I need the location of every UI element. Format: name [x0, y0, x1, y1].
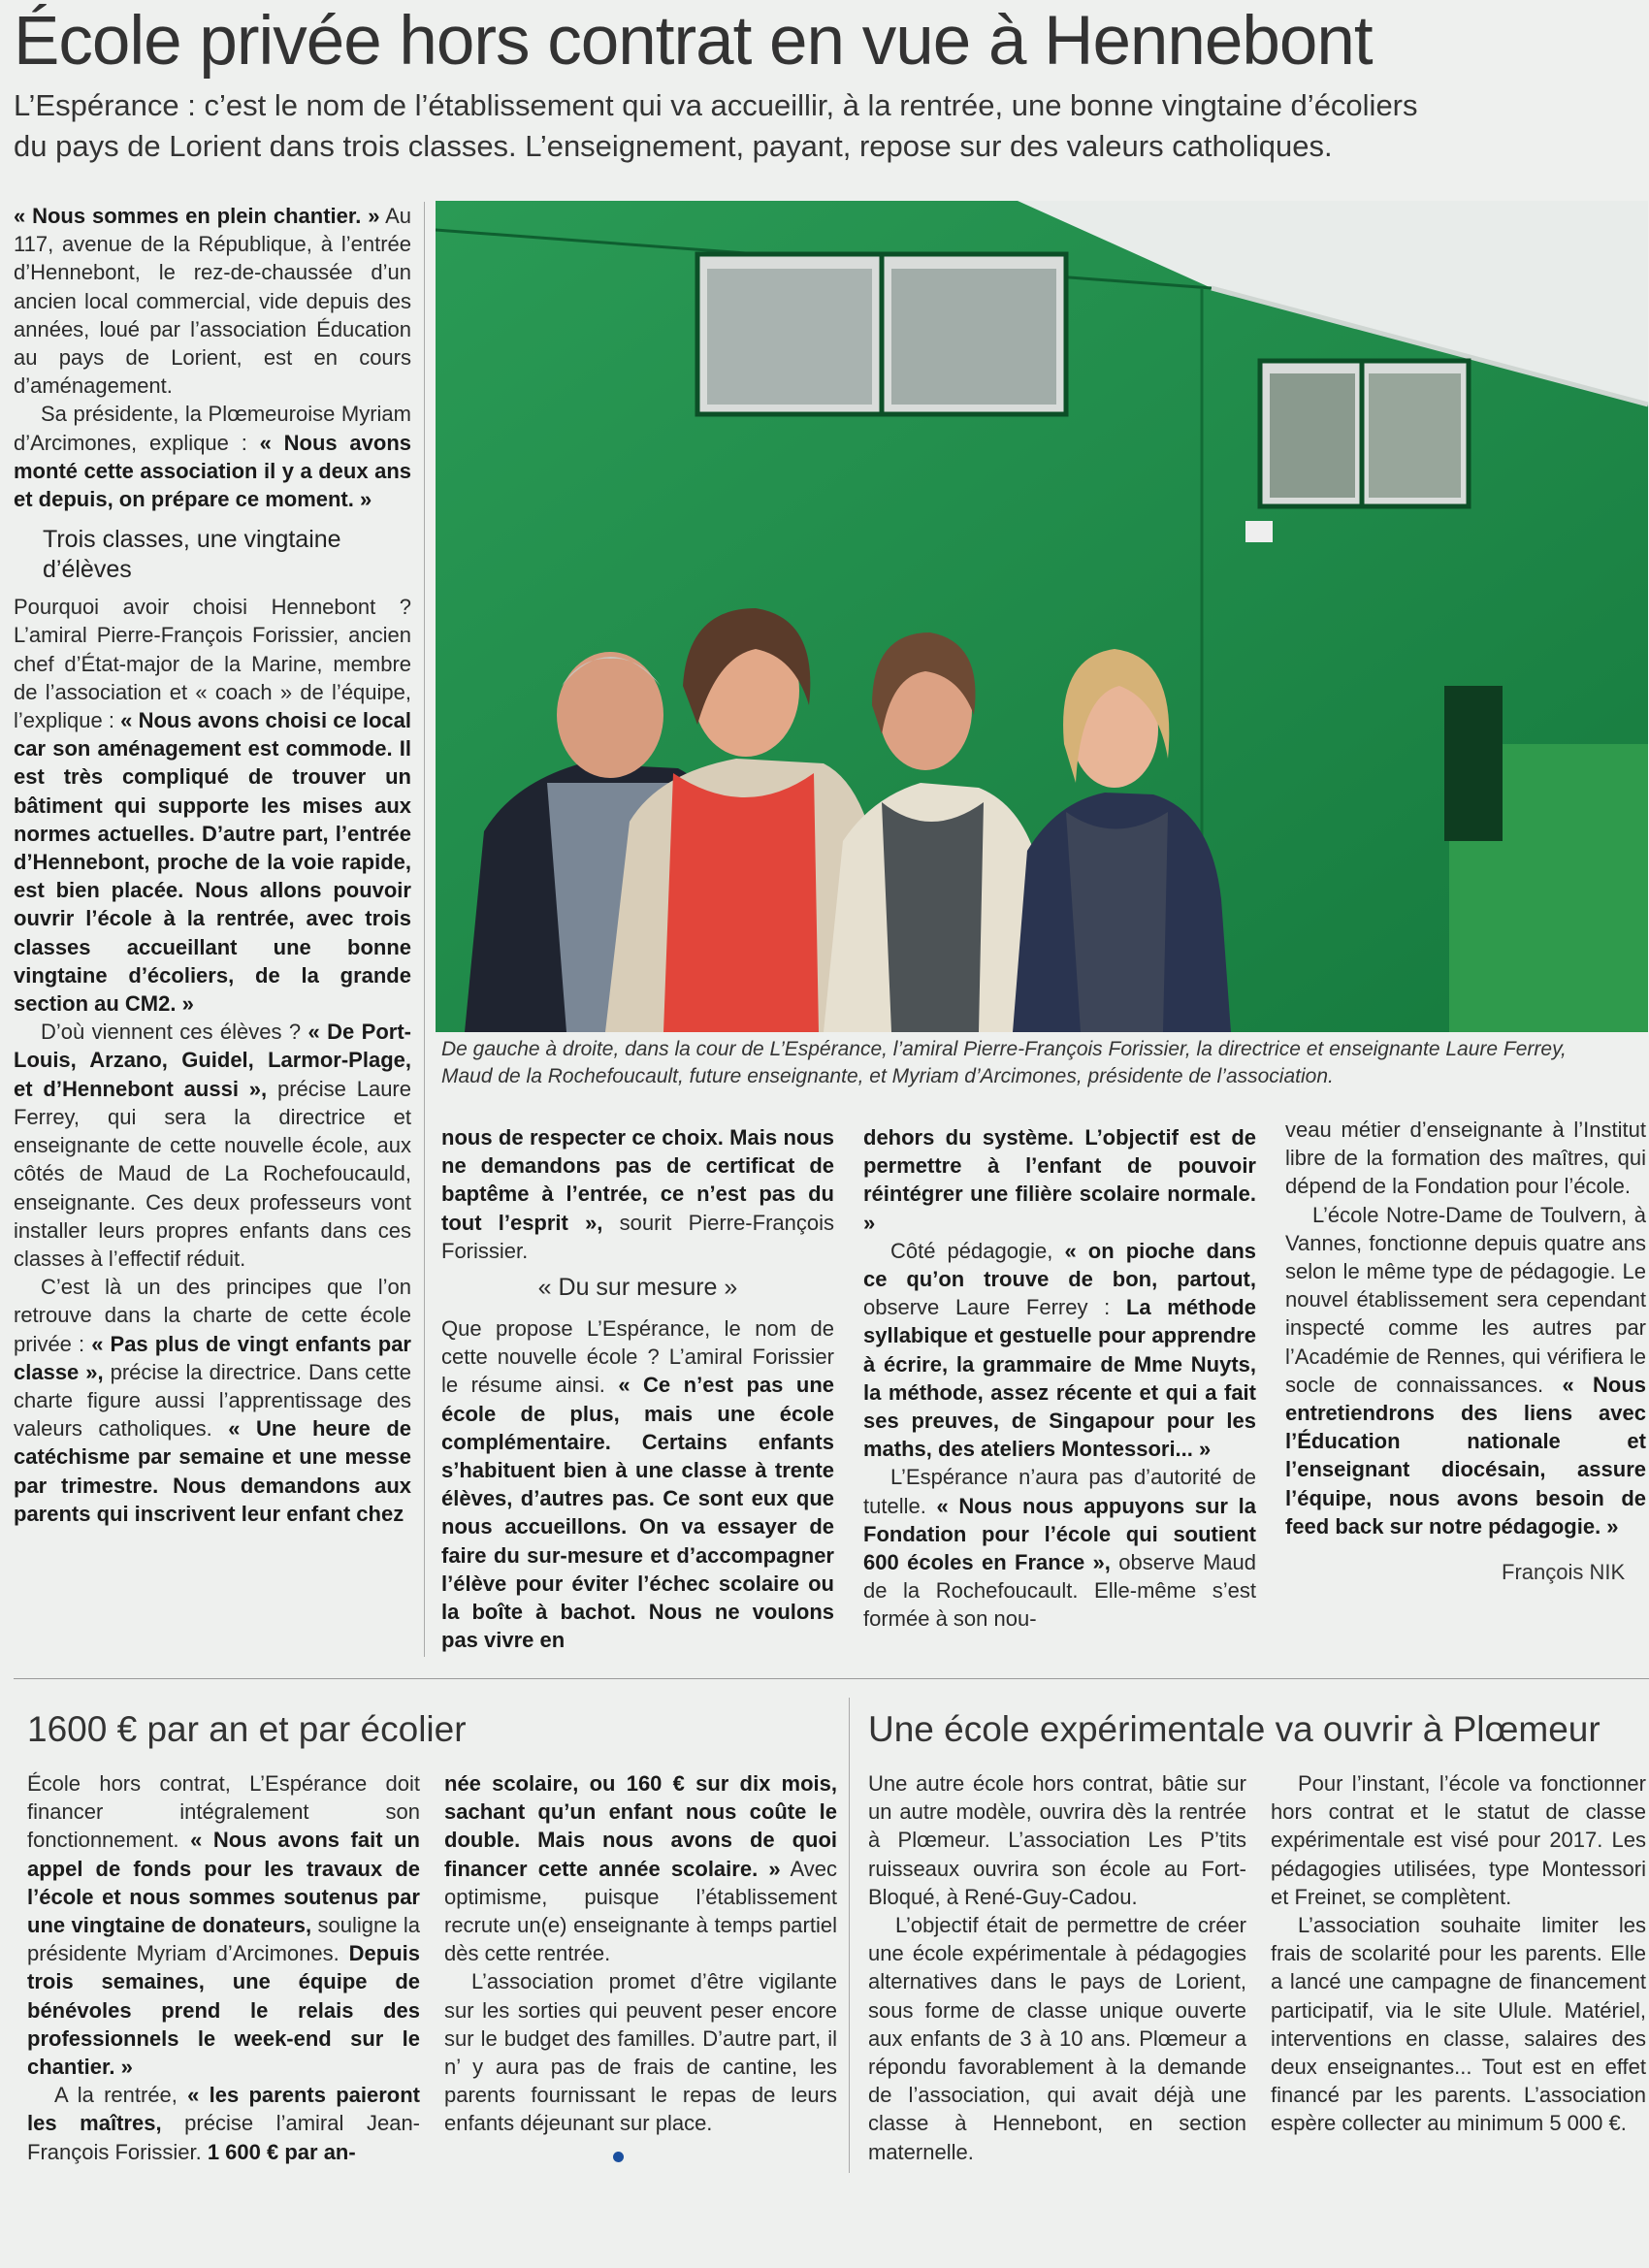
col1-p3-bold: « Nous avons choisi ce local car son aménagement est commode. Il est très compliqué de trouver un bâtiment qui supporte les mises aux normes actuelles. D’autre part, l’entrée d’Hennebont, proche de la voie rapide, est bien placée. Nous allons pouvoir ouvrir l’école à la rentrée, avec trois classes accueillant une bonne vingtaine d’écoliers, de la grande section au CM2. »: [14, 708, 411, 1017]
box1-column-1: [27, 1769, 420, 2177]
box2-c1-p1: Une autre école hors contrat, bâtie sur un autre modèle, ouvrira dès la rentrée à Plœmeur. L’association Les P’tits ruisseaux ouvrira son école au Fort-Bloqué, à René-Guy-Cadou.: [868, 1771, 1246, 1909]
section-divider: [14, 1678, 1649, 1679]
article-column-2: [441, 1123, 834, 1659]
photo-illustration: [436, 201, 1648, 1032]
box2-c1-p2: L’objectif était de permettre de créer une école expérimentale à pédagogies alternatives dans le pays de Lorient, sous forme de classe unique ouverte aux enfants de 3 à 10 ans. Plœmeur a répondu favorablement à la demande de l’association, qui avait déjà une classe à Hennebont, en section maternelle.: [868, 1913, 1246, 2164]
deck: [14, 85, 1649, 167]
col1-p5: C’est là un des principes que l’on retrouve dans la charte de cette école privée :: [14, 1275, 411, 1356]
col3-p1-bold: dehors du système. L’objectif est de permettre à l’enfant de pouvoir réintégrer une filière scolaire normale. »: [863, 1125, 1256, 1235]
box2-column-1: [868, 1769, 1246, 2177]
box2-title: Une école expérimentale va ouvrir à Plœmeur: [868, 1709, 1600, 1749]
box1-c2-p1: Avec optimisme, puisque l’établissement recrute un(e) enseignante à temps partiel dès cette rentrée.: [444, 1856, 837, 1966]
col1-p5-bold2: « Une heure de catéchisme par semaine et une messe par trimestre. Nous demandons aux parents qui inscrivent leur enfant chez: [14, 1416, 411, 1526]
box1-column-2: [444, 1769, 837, 2177]
box1-c2-p1-bold: née scolaire, ou 160 € sur dix mois, sachant qu’un enfant nous coûte le double. Mais nous avons de quoi financer cette année scolaire. »: [444, 1771, 837, 1881]
col2-p1: sourit Pierre-François Forissier.: [441, 1210, 834, 1263]
box1-c1-p2-bold2: 1 600 € par an-: [207, 2139, 356, 2164]
col3-p2: Côté pédagogie,: [890, 1238, 1065, 1263]
col1-p3: Pourquoi avoir choisi Hennebont ? L’amiral Pierre-François Forissier, ancien chef d’État-major de la Marine, membre de l’association et « coach » de l’équipe, l’explique :: [14, 595, 411, 733]
box2-column-2: [1271, 1769, 1646, 2177]
photo: [436, 201, 1648, 1032]
box1-c1-p1-bold2: Depuis trois semaines, une équipe de bénévoles prend le relais des professionnels le week-end sur le chantier. »: [27, 1941, 420, 2080]
author-signature: François NIK: [1502, 1560, 1626, 1584]
col1-p2: Sa présidente, la Plœmeuroise Myriam d’Arcimones, explique :: [14, 402, 411, 455]
caption-line-2: Maud de la Rochefoucault, future enseignante, et Myriam d’Arcimones, présidente de l’association.: [441, 1065, 1334, 1087]
col3-p2-bold: « on pioche dans ce qu’on trouve de bon, partout,: [863, 1238, 1256, 1292]
col4-p2-bold: « Nous entretiendrons des liens avec l’Éducation nationale et l’enseignant diocésain, assure l’équipe, nous avons besoin de feed back sur notre pédagogie. »: [1285, 1372, 1646, 1539]
col1-p1-bold: « Nous sommes en plein chantier. »: [14, 204, 380, 228]
photo-caption: [441, 1036, 1649, 1090]
box1-title: 1600 € par an et par écolier: [27, 1709, 467, 1749]
wall-lamp: [1245, 521, 1273, 542]
box1-c1-p1b: souligne la présidente Myriam d’Arcimones.: [27, 1913, 420, 1966]
col1-p5-bold: « Pas plus de vingt enfants par classe »,: [14, 1331, 411, 1384]
col3-p3-bold: « Nous nous appuyons sur la Fondation pour l’école qui soutient 600 écoles en France »,: [863, 1493, 1256, 1575]
col4-p1: veau métier d’enseignante à l’Institut libre de la formation des maîtres, qui dépend de la Fondation pour l’école.: [1285, 1118, 1646, 1199]
box-divider: [849, 1698, 850, 2173]
col3-p3: L’Espérance n’aura pas d’autorité de tutelle.: [863, 1465, 1256, 1518]
caption-line-1: De gauche à droite, dans la cour de L’Espérance, l’amiral Pierre-François Forissier, la directrice et enseignante Laure Ferrey,: [441, 1038, 1567, 1060]
column-divider: [424, 202, 425, 1657]
col2-p2-bold: « Ce n’est pas une école de plus, mais une école complémentaire. Certains enfants s’habituent bien à une classe à trente élèves, d’autres pas. Ce sont eux que nous accueillons. On va essayer de faire du sur-mesure et d’accompagner l’élève pour éviter l’échec scolaire ou la boîte à bachot. Nous ne voulons pas vivre en: [441, 1373, 834, 1653]
subhead-trois-classes: Trois classes, une vingtaine d’élèves: [43, 526, 341, 584]
box1-c1-p2: A la rentrée,: [54, 2083, 188, 2108]
col4-p2: L’école Notre-Dame de Toulvern, à Vannes, fonctionne depuis quatre ans selon le même type de pédagogie. Le nouvel établissement sera cependant inspecté comme les autres par l’Académie de Rennes, qui vérifiera le socle de connaissances.: [1285, 1202, 1646, 1397]
box1-c1-p2b: précise l’amiral Jean-François Forissier.: [27, 2111, 420, 2164]
headline: École privée hors contrat en vue à Hennebont: [14, 3, 1373, 80]
col1-p5b: précise la directrice. Dans cette charte figure aussi l’apprentissage des valeurs catholiques.: [14, 1359, 411, 1442]
box1-c1-p1-bold: « Nous avons fait un appel de fonds pour les travaux de l’école et nous sommes soutenus par une vingtaine de donateurs,: [27, 1828, 420, 1938]
box2-c2-p2: L’association souhaite limiter les frais de scolarité pour les parents. Elle a lancé une campagne de financement participatif, via le site Ulule. Matériel, interventions en classe, salaires des deux enseignantes... Tout est en effet financé par les parents. L’association espère collecter au minimum 5 000 €.: [1271, 1913, 1646, 2136]
subhead-sur-mesure: « Du sur mesure »: [537, 1274, 738, 1302]
col2-p2: Que propose L’Espérance, le nom de cette nouvelle école ? L’amiral Forissier le résume ainsi.: [441, 1316, 834, 1398]
col3-p2b: observe Laure Ferrey :: [863, 1295, 1126, 1320]
col2-p1-bold: nous de respecter ce choix. Mais nous ne demandons pas de certificat de baptême à l’entrée, ce n’est pas du tout l’esprit »,: [441, 1125, 834, 1235]
col3-p3b: observe Maud de la Rochefoucault. Elle-même s’est formée à son nou-: [863, 1550, 1256, 1632]
article-column-4: [1285, 1116, 1646, 1542]
deck-line-2: du pays de Lorient dans trois classes. L’enseignement, payant, repose sur des valeurs catholiques.: [14, 129, 1333, 163]
box1-c2-p2: L’association promet d’être vigilante sur les sorties qui peuvent peser encore sur le budget des familles. D’autre part, il n’ y aura pas de frais de cantine, les parents fournissant le repas de leurs enfants déjeunant sur place.: [444, 1969, 837, 2136]
box1-c1-p2-bold: « les parents paieront les maîtres,: [27, 2083, 420, 2136]
deck-line-1: L’Espérance : c’est le nom de l’établissement qui va accueillir, à la rentrée, une bonne vingtaine d’écoliers: [14, 88, 1418, 122]
box2-c2-p1: Pour l’instant, l’école va fonctionner hors contrat et le statut de classe expérimentale est visé pour 2017. Les pédagogies utilisées, type Montessori et Freinet, se complètent.: [1271, 1771, 1646, 1909]
col1-p4-bold: « De Port-Louis, Arzano, Guidel, Larmor-Plage, et d’Hennebont aussi »,: [14, 1020, 411, 1101]
col1-p4b: précise Laure Ferrey, qui sera la directrice et enseignante de cette nouvelle école, aux côtés de Maud de La Rochefoucauld, enseignante. Ces deux professeurs vont installer leurs propres enfants dans ces classes à l’effectif réduit.: [14, 1076, 411, 1271]
article-column-1: [14, 202, 411, 1659]
col1-p2-bold: « Nous avons monté cette association il y a deux ans et depuis, on prépare ce moment. »: [14, 430, 411, 512]
article-column-3: [863, 1123, 1256, 1659]
col1-p1: Au 117, avenue de la République, à l’entrée d’Hennebont, le rez-de-chaussée d’un ancien local commercial, vide depuis des années, loué par l’association Éducation au pays de Lorient, est en cours d’aménagement.: [14, 204, 411, 399]
ink-dot: [613, 2152, 624, 2162]
col3-p2-bold2: La méthode syllabique et gestuelle pour apprendre à écrire, la grammaire de Mme Nuyts, la méthode, assez récente et qui a fait ses preuves, de Singapour pour les maths, des ateliers Montessori... »: [863, 1295, 1256, 1462]
box1-c1-p1: École hors contrat, L’Espérance doit financer intégralement son fonctionnement.: [27, 1771, 420, 1853]
col1-p4: D’où viennent ces élèves ?: [41, 1020, 308, 1045]
